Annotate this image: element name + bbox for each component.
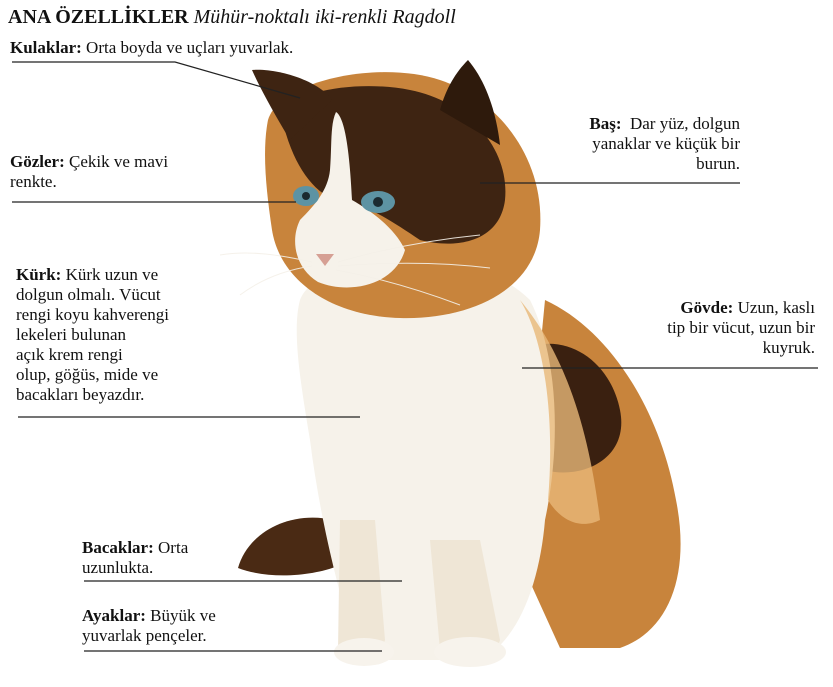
title-subtitle: Mühür-noktalı iki-renkli Ragdoll (193, 6, 456, 28)
label-body-line-2: tip bir vücut, uzun bir (667, 318, 815, 337)
label-ears-line-1: Orta boyda ve uçları yuvarlak. (86, 38, 294, 57)
cat-paw-right (434, 637, 506, 667)
label-head-line-1: Dar yüz, dolgun (629, 114, 740, 133)
label-head-key: Baş: (589, 114, 622, 133)
cat-tail (238, 518, 338, 576)
label-coat-key: Kürk: (16, 265, 62, 284)
label-legs (82, 538, 188, 578)
label-coat-line-1: Kürk uzun ve (65, 265, 159, 284)
label-paws (82, 606, 216, 646)
label-eyes-line-2: renkte. (10, 172, 57, 191)
title-main: ANA ÖZELLİKLER (8, 6, 189, 28)
label-head (545, 114, 740, 174)
label-coat-line-4: lekeleri bulunan (16, 325, 126, 344)
label-body-line-3: kuyruk. (762, 338, 815, 357)
label-eyes-key: Gözler: (10, 152, 65, 171)
cat-paw-left (334, 638, 394, 666)
label-ears (10, 38, 293, 58)
cat-chest (297, 259, 555, 660)
label-coat-line-5: açık krem rengi (16, 345, 123, 364)
label-legs-key: Bacaklar: (82, 538, 154, 557)
label-body-key: Gövde: (680, 298, 734, 317)
label-legs-line-2: uzunlukta. (82, 558, 154, 577)
label-head-line-2: yanaklar ve küçük bir (592, 134, 740, 153)
label-paws-key: Ayaklar: (82, 606, 146, 625)
label-body-line-1: Uzun, kaslı (737, 298, 815, 317)
label-head-line-3: burun. (696, 154, 740, 173)
label-coat-line-2: dolgun olmalı. Vücut (16, 285, 161, 304)
page-title (8, 6, 456, 29)
label-coat (16, 265, 169, 405)
label-eyes (10, 152, 168, 192)
label-legs-line-1: Orta (158, 538, 189, 557)
label-coat-line-6: olup, göğüs, mide ve (16, 365, 159, 384)
label-paws-line-1: Büyük ve (150, 606, 216, 625)
label-eyes-line-1: Çekik ve mavi (69, 152, 169, 171)
label-body (610, 298, 815, 358)
label-paws-line-2: yuvarlak pençeler. (82, 626, 207, 645)
label-coat-line-3: rengi koyu kahverengi (16, 305, 169, 324)
label-coat-line-7: bacakları beyazdır. (16, 385, 145, 404)
label-ears-key: Kulaklar: (10, 38, 82, 57)
